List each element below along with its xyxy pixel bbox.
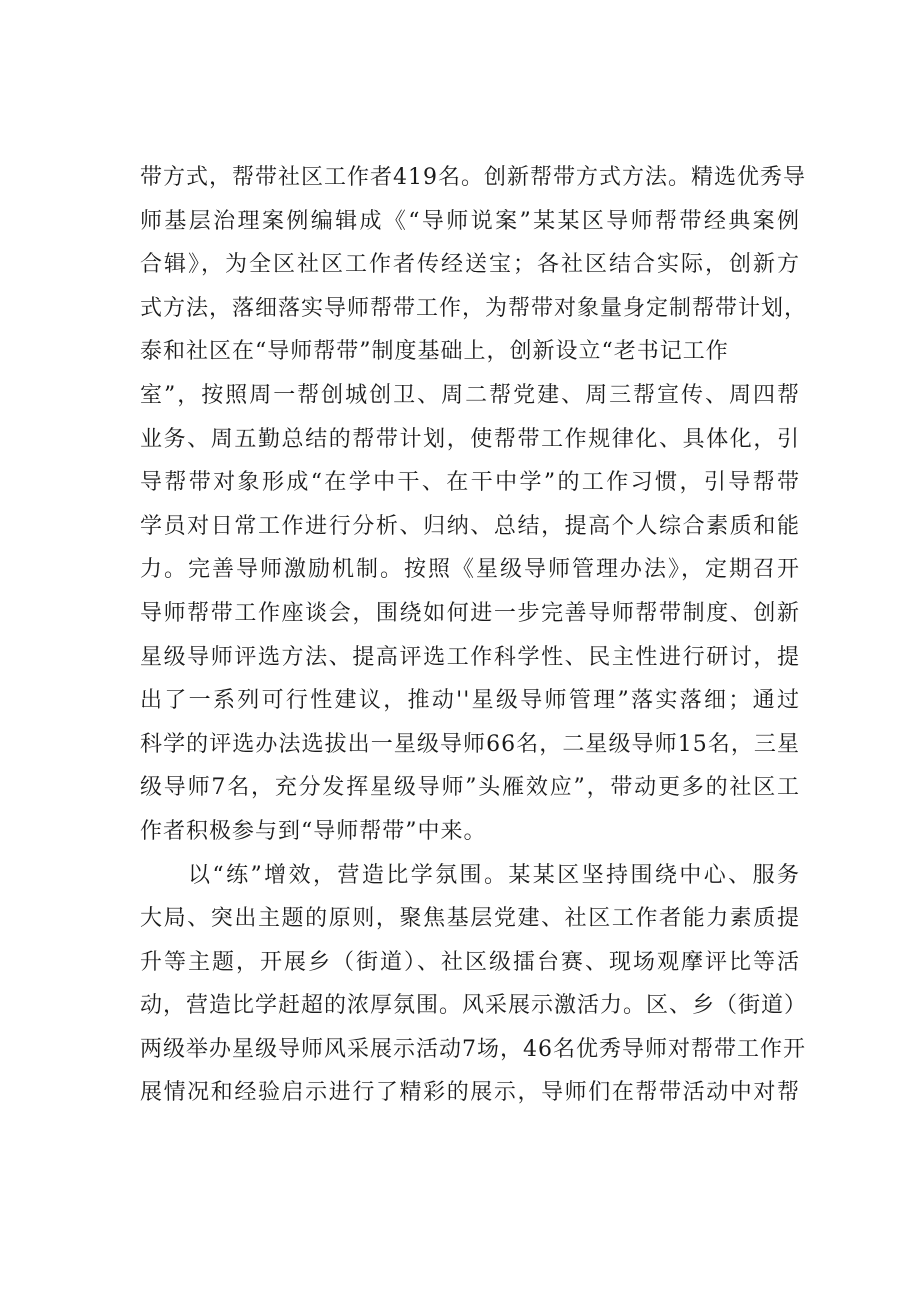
text-line: 两级举办星级导师风采展示活动7场，46名优秀导师对帮带工作开	[140, 1036, 806, 1062]
text-line: 大局、突出主题的原则，聚焦基层党建、社区工作者能力素质提	[140, 906, 800, 932]
text-line: 合辑》，为全区社区工作者传经送宝；各社区结合实际，创新方	[140, 252, 800, 278]
text-line: 力。完善导师激励机制。按照《星级导师管理办法》，定期召开	[140, 557, 800, 583]
text-line: 学员对日常工作进行分析、归纳、总结，提高个人综合素质和能	[140, 513, 800, 539]
text-line: 科学的评选办法选拔出一星级导师66名，二星级导师15名，三星	[140, 731, 800, 757]
text-line: 展情况和经验启示进行了精彩的展示，导师们在帮带活动中对帮	[140, 1080, 800, 1106]
text-line: 导帮带对象形成“在学中干、在干中学”的工作习惯，引导帮带	[140, 470, 800, 496]
text-line: 星级导师评选方法、提高评选工作科学性、民主性进行研讨，提	[140, 644, 800, 670]
body-text	[140, 156, 808, 1115]
text-line: 作者积极参与到“导师帮带”中来。	[140, 818, 487, 844]
paragraph-first-line: 以“练”增效，营造比学氛围。某某区坚持围绕中心、服务	[188, 862, 800, 888]
text-line: 带方式，帮带社区工作者419名。创新帮带方式方法。精选优秀导	[140, 165, 806, 190]
text-line: 泰和社区在“导师帮带”制度基础上，创新设立“老书记工作	[140, 339, 729, 365]
text-line: 出了一系列可行性建议，推动''星级导师管理”落实落细；通过	[140, 688, 800, 714]
text-line: 导师帮带工作座谈会，围绕如何进一步完善导师帮带制度、创新	[140, 600, 800, 626]
text-line: 室”，按照周一帮创城创卫、周二帮党建、周三帮宣传、周四帮	[140, 382, 800, 408]
text-line: 业务、周五勤总结的帮带计划，使帮带工作规律化、具体化，引	[140, 426, 800, 452]
text-line: 升等主题，开展乡（街道）、社区级擂台赛、现场观摩评比等活	[140, 949, 800, 975]
text-line: 式方法，落细落实导师帮带工作，为帮带对象量身定制帮带计划，	[140, 295, 808, 321]
text-line: 级导师7名，充分发挥星级导师”头雁效应”，带动更多的社区工	[140, 775, 800, 801]
text-line: 动，营造比学赶超的浓厚氛围。风采展示激活力。区、乡（街道）	[140, 993, 808, 1019]
text-line: 师基层治理案例编辑成《“导师说案”某某区导师帮带经典案例	[140, 208, 800, 234]
